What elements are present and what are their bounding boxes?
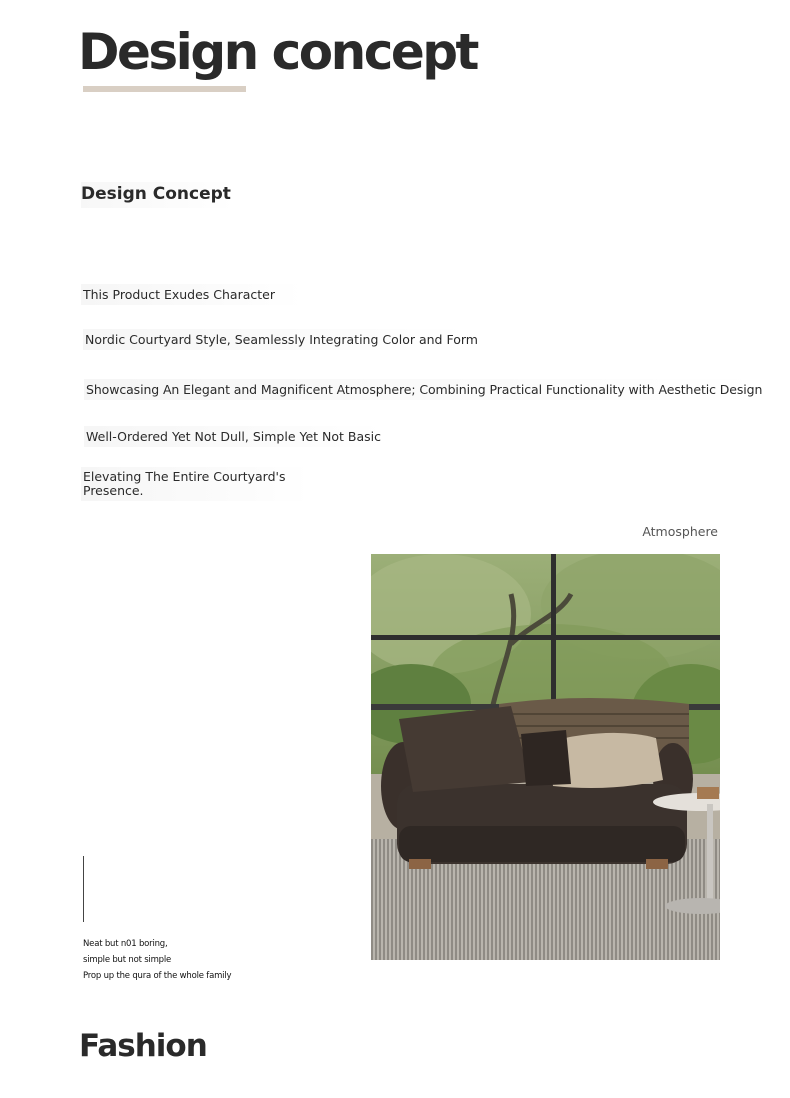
atmosphere-caption: Atmosphere [642,524,718,539]
fashion-heading: Fashion [79,1028,207,1064]
sofa-photo [371,554,720,960]
concept-line-3: Showcasing An Elegant and Magnificent Atmosphere; Combining Practical Functionality with Aesthetic Design [84,379,764,400]
sofa-illustration [371,554,720,960]
section-subtitle: Design Concept [81,182,235,208]
note-line-2: simple but not simple [83,955,172,965]
concept-line-1: This Product Exudes Character [81,284,303,305]
title-underline [83,86,246,92]
concept-line-2: Nordic Courtyard Style, Seamlessly Integrating Color and Form [83,329,469,350]
concept-line-4: Well-Ordered Yet Not Dull, Simple Yet Not Basic [84,426,384,447]
page-title: Design concept [78,23,477,81]
note-line-1: Neat but n01 boring, [83,939,168,949]
note-line-3: Prop up the qura of the whole family [83,971,232,981]
concept-line-5: Elevating The Entire Courtyard's Presence. [81,467,311,501]
vertical-divider [83,856,84,922]
